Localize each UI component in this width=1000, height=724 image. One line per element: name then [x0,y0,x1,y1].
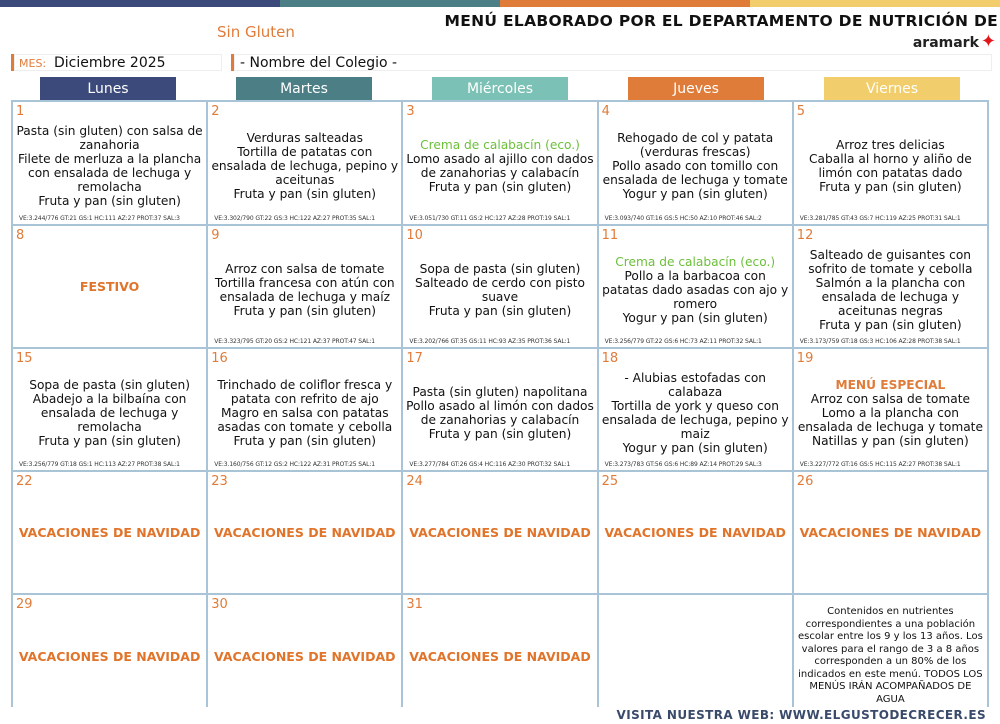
day-cell [403,595,596,717]
nutrition-info: VE:3.093/740 GT:16 GS:5 HC:50 AZ:10 PROT:46 SAL:2 [604,215,762,222]
menu-line: Salteado de cerdo con pisto suave [414,275,586,304]
stripe-yellow [750,0,1000,7]
day-cell [13,226,206,347]
day-cell [794,226,987,347]
nutrition-info: VE:3.051/730 GT:11 GS:2 HC:127 AZ:28 PROT:19 SAL:1 [409,215,571,222]
menu-line: Rehogado de col y patata (verduras frescas) [617,131,774,159]
top-color-stripes [0,0,1000,7]
stripe-teal [280,0,500,7]
stripe-orange [500,0,750,7]
menu-items [796,367,985,458]
day-status-message: VACACIONES DE NAVIDAD [214,648,396,664]
day-header-jueves: Jueves [628,77,764,100]
website-footer: VISITA NUESTRA WEB: WWW.ELGUSTODECRECER.ES [616,708,986,722]
menu-line: Sopa de pasta (sin gluten) [419,261,581,276]
day-cell [599,472,792,593]
day-cell [599,226,792,347]
menu-line: Crema de calabacín (eco.) [420,138,580,152]
month-value: Diciembre 2025 [54,55,166,71]
day-cell [13,102,206,224]
menu-line: Pollo asado al limón con dados de zanahorias y calabacín [406,398,594,427]
menu-line: Crema de calabacín (eco.) [615,254,776,269]
day-number: 30 [211,597,228,612]
day-cell [794,102,987,224]
day-status-message: VACACIONES DE NAVIDAD [604,525,786,540]
day-cell [208,349,401,470]
day-status-message: FESTIVO [79,279,140,294]
menu-line: Pollo asado con tomillo con ensalada de lechuga y tomate [602,159,788,187]
menu-items [210,120,399,212]
menu-items [796,120,985,212]
day-cell [599,595,792,717]
day-number: 11 [601,228,619,243]
day-status-message: VACACIONES DE NAVIDAD [799,525,982,540]
menu-line: MENÚ ESPECIAL [835,377,946,392]
menu-items [405,244,594,335]
menu-line: Magro en salsa con patatas asadas con tomate y cebolla [217,405,393,434]
menu-line: Tortilla francesa con atún con ensalada de lechuga y maíz [214,275,395,304]
nutrition-info: VE:3.160/756 GT:12 GS:2 HC:122 AZ:31 PROT:25 SAL:1 [214,461,376,468]
menu-line: Arroz con salsa de tomate [225,261,385,276]
day-cell [403,349,596,470]
nutrition-note: Contenidos en nutrientes correspondientes a una población escolar entre los 9 y los 13 años. Los valores para el rango de 3 a 8 años corresponden a un 80% de los indicados en este menú. TODOS LOS MENÚS IRÁN ACOMPAÑADOS DE AGUA [797,606,983,705]
month-label: MES: [19,57,47,70]
day-number: 18 [601,351,619,366]
menu-line: Natillas y pan (sin gluten) [811,433,969,448]
nutrition-info: VE:3.277/784 GT:26 GS:4 HC:116 AZ:30 PROT:32 SAL:1 [409,461,571,468]
nutrition-info: VE:3.273/783 GT:56 GS:6 HC:89 AZ:14 PROT:29 SAL:3 [604,461,762,468]
day-cell [208,102,401,224]
day-header-viernes: Viernes [824,77,960,100]
school-name-field [231,54,992,71]
menu-line: Caballa al horno y aliño de limón con patatas dado [809,152,972,180]
day-header-martes: Martes [236,77,372,100]
day-number: 29 [16,597,33,612]
day-cell [794,595,987,717]
menu-line: Salteado de guisantes con sofrito de tomate y cebolla [808,247,973,276]
menu-line: Arroz tres delicias [836,138,945,152]
menu-line: Tortilla de patatas con ensalada de lechuga, pepino y aceitunas [211,145,399,187]
month-field [11,54,222,71]
day-number: 1 [16,104,25,119]
menu-line: Pasta (sin gluten) napolitana [412,384,588,399]
day-status-message: VACACIONES DE NAVIDAD [409,525,591,540]
menu-line: Fruta y pan (sin gluten) [819,317,962,332]
menu-line: Fruta y pan (sin gluten) [233,187,377,201]
nutrition-info: VE:3.323/795 GT:20 GS:2 HC:121 AZ:37 PROT:47 SAL:1 [214,338,376,345]
day-cell [794,472,987,593]
menu-line: Lomo asado al ajillo con dados de zanahorias y calabacín [406,152,594,180]
menu-line: Tortilla de york y queso con ensalada de lechuga, pepino y maiz [601,398,789,441]
menu-line: Yogur y pan (sin gluten) [622,440,768,455]
menu-items [15,120,204,212]
logo-text: aramark [912,35,979,51]
menu-line: Arroz con salsa de tomate [810,391,970,406]
page-title: MENÚ ELABORADO POR EL DEPARTAMENTO DE NUTRICIÓN DE [444,12,998,30]
day-cell [403,472,596,593]
day-number: 26 [796,474,814,489]
menu-line: Fruta y pan (sin gluten) [428,303,572,318]
menu-items [405,120,594,212]
day-number: 8 [16,228,25,243]
menu-line: Verduras salteadas [246,131,363,145]
nutrition-info: VE:3.256/779 GT:22 GS:6 HC:73 AZ:11 PROT:32 SAL:1 [604,338,762,345]
menu-items [210,367,399,458]
calendar-grid [11,100,989,707]
day-status-message: VACACIONES DE NAVIDAD [214,525,396,540]
day-number: 10 [406,228,423,243]
nutrition-info: VE:3.173/759 GT:18 GS:3 HC:106 AZ:28 PROT:38 SAL:1 [799,338,961,345]
day-number: 16 [211,351,228,366]
menu-items [796,244,985,335]
menu-line: Filete de merluza a la plancha con ensalada de lechuga y remolacha [18,152,202,194]
menu-line: Lomo a la plancha con ensalada de lechuga y tomate [797,405,983,434]
day-number: 3 [406,104,415,119]
nutrition-info: VE:3.256/779 GT:18 GS:1 HC:113 AZ:27 PROT:38 SAL:1 [19,461,180,468]
menu-line: Fruta y pan (sin gluten) [38,433,181,448]
day-cell [208,472,401,593]
day-status-message: VACACIONES DE NAVIDAD [18,648,201,664]
day-number: 4 [601,104,610,119]
day-cell [13,595,206,717]
menu-line: Yogur y pan (sin gluten) [622,187,768,201]
day-header-miercoles: Miércoles [432,77,568,100]
stripe-navy [0,0,280,7]
day-number: 15 [16,351,33,366]
day-number: 31 [406,597,423,612]
day-cell [403,102,596,224]
menu-line: - Alubias estofadas con calabaza [624,370,767,399]
nutrition-info: VE:3.244/776 GT:21 GS:1 HC:111 AZ:27 PROT:37 SAL:3 [19,215,180,222]
day-number: 19 [796,351,814,366]
day-number: 12 [796,228,814,243]
day-number: 17 [406,351,423,366]
menu-line: Yogur y pan (sin gluten) [622,310,768,325]
day-number: 23 [211,474,228,489]
day-cell [13,349,206,470]
menu-items [15,367,204,458]
day-cell [599,102,792,224]
nutrition-info: VE:3.227/772 GT:16 GS:5 HC:115 AZ:27 PROT:38 SAL:1 [799,461,961,468]
menu-items [601,120,790,212]
day-cell [13,472,206,593]
menu-items [601,244,790,335]
day-number: 22 [16,474,33,489]
menu-line: Sopa de pasta (sin gluten) [29,377,190,392]
menu-items [405,367,594,458]
menu-line: Fruta y pan (sin gluten) [233,433,377,448]
menu-line: Trinchado de coliflor fresca y patata con refrito de ajo [217,377,393,406]
nutrition-info: VE:3.302/790 GT:22 GS:3 HC:122 AZ:27 PROT:35 SAL:1 [214,215,376,222]
menu-items [210,244,399,335]
day-header-lunes: Lunes [40,77,176,100]
menu-line: Fruta y pan (sin gluten) [38,194,181,208]
menu-line: Pollo a la barbacoa con patatas dado asadas con ajo y romero [602,268,789,311]
day-status-message: VACACIONES DE NAVIDAD [18,525,201,540]
menu-line: Abadejo a la bilbaína con ensalada de lechuga y remolacha [32,391,187,434]
day-cell [403,226,596,347]
day-number: 2 [211,104,220,119]
day-number: 5 [796,104,806,119]
menu-line: Fruta y pan (sin gluten) [819,180,962,194]
aramark-logo [913,31,996,52]
day-cell [794,349,987,470]
day-cell [599,349,792,470]
school-name: - Nombre del Colegio - [240,55,398,71]
day-number: 25 [601,474,619,489]
day-number: 9 [211,228,220,243]
day-cell [208,595,401,717]
menu-line: Fruta y pan (sin gluten) [233,303,377,318]
menu-line: Fruta y pan (sin gluten) [428,426,572,441]
day-number: 24 [406,474,423,489]
day-cell [208,226,401,347]
menu-subtitle: Sin Gluten [217,23,295,41]
menu-line: Pasta (sin gluten) con salsa de zanahoria [16,124,203,152]
logo-swoosh-icon: ✦ [980,31,996,52]
nutrition-info: VE:3.281/785 GT:43 GS:7 HC:119 AZ:25 PROT:31 SAL:1 [799,215,961,222]
day-status-message: VACACIONES DE NAVIDAD [409,648,591,664]
menu-line: Fruta y pan (sin gluten) [428,180,572,194]
menu-line: Salmón a la plancha con ensalada de lechuga y aceitunas negras [815,275,966,318]
nutrition-info: VE:3.202/766 GT:35 GS:11 HC:93 AZ:35 PROT:36 SAL:1 [409,338,571,345]
menu-items [601,367,790,458]
